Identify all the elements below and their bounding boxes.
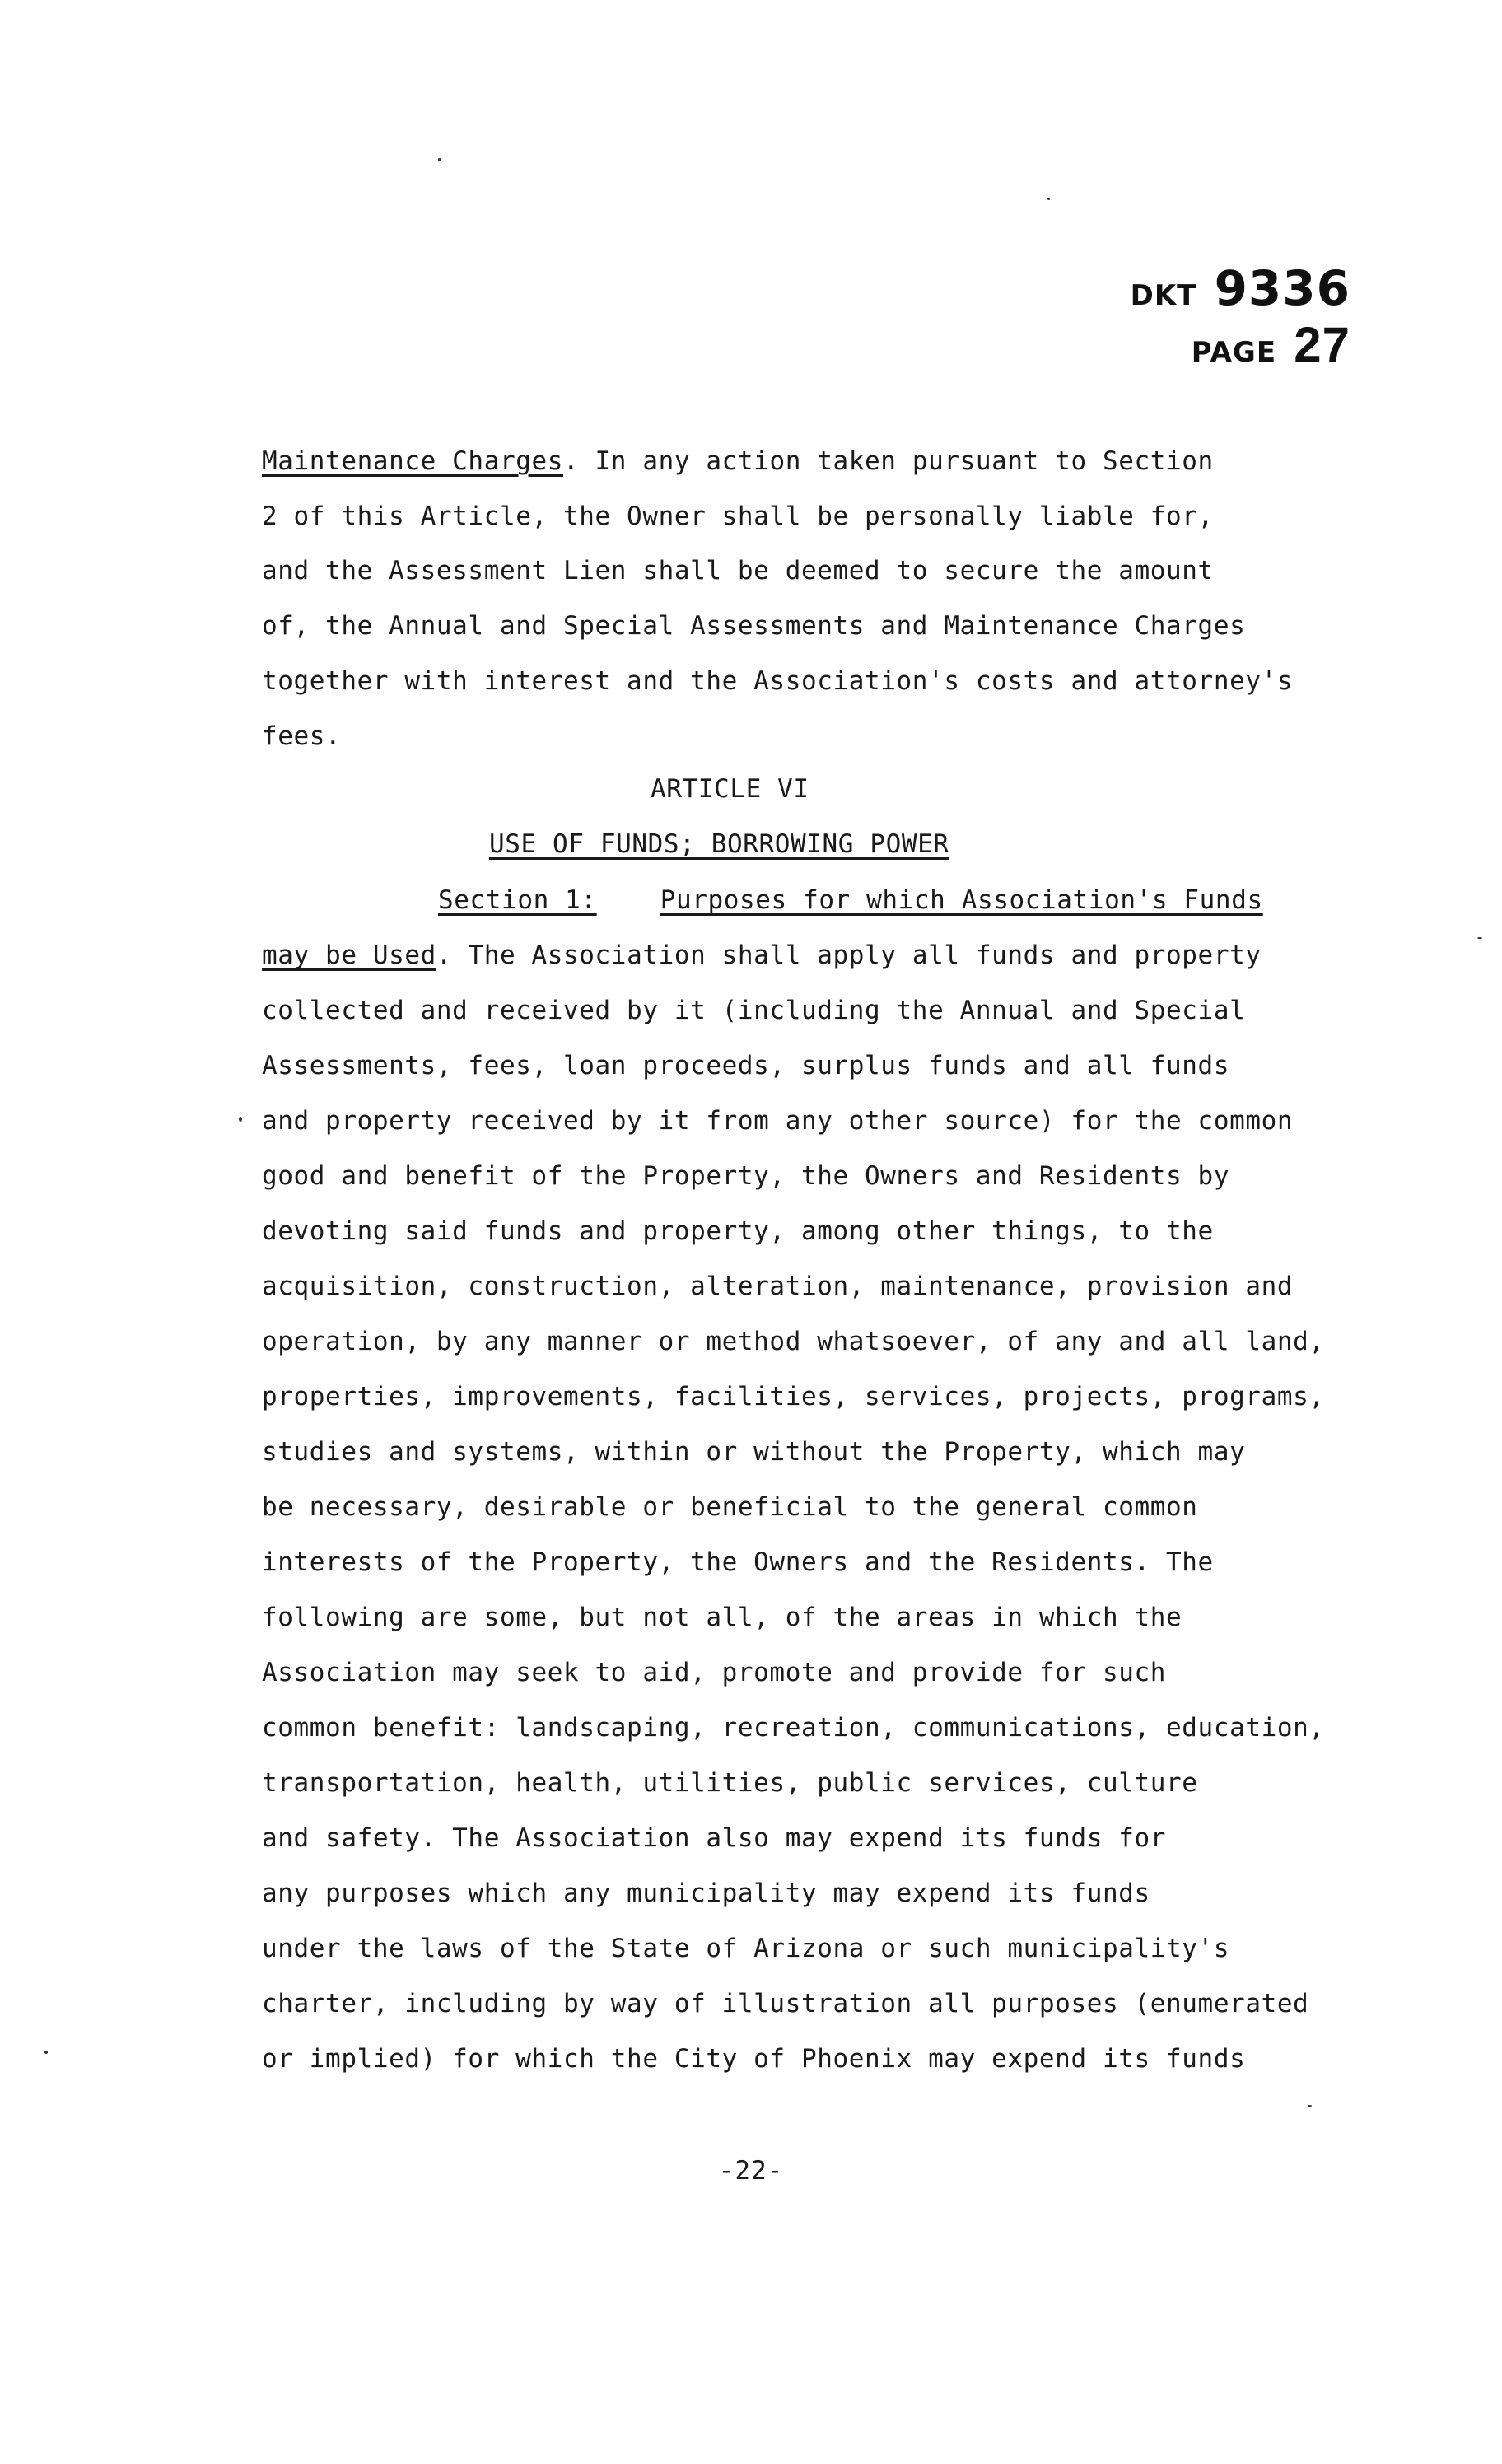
- section-title-continued: may be Used: [262, 940, 436, 970]
- docket-stamp: [1054, 260, 1350, 373]
- text-line: and property received by it from any other source) for the common: [262, 1106, 1294, 1136]
- text-line: under the laws of the State of Arizona or such municipality's: [262, 1934, 1230, 1963]
- text-line: collected and received by it (including the Annual and Special: [262, 996, 1246, 1025]
- text-line: charter, including by way of illustration all purposes (enumerated: [262, 1989, 1309, 2018]
- text-line: and the Assessment Lien shall be deemed to secure the amount: [262, 556, 1214, 586]
- text-line: interests of the Property, the Owners and the Residents. The: [262, 1547, 1214, 1577]
- text-line: [262, 445, 1214, 478]
- section-label: Section 1:: [438, 885, 597, 915]
- text-line: fees.: [262, 721, 342, 751]
- text-line: and safety. The Association also may expend its funds for: [262, 1823, 1167, 1853]
- scan-speck: [438, 158, 441, 161]
- text-line: together with interest and the Association's costs and attorney's: [262, 666, 1294, 696]
- text-line: [262, 939, 1262, 972]
- text-line: be necessary, desirable or beneficial to the general common: [262, 1492, 1198, 1522]
- section-title: Purposes for which Association's Funds: [660, 885, 1263, 915]
- scan-speck: [239, 1117, 242, 1122]
- text-line: good and benefit of the Property, the Owners and Residents by: [262, 1161, 1230, 1191]
- text-line: properties, improvements, facilities, services, projects, programs,: [262, 1382, 1325, 1412]
- docket-number: 9336: [1214, 260, 1350, 316]
- scan-speck: [1047, 198, 1050, 200]
- docket-page-number: 27: [1294, 317, 1350, 372]
- text-line: 2 of this Article, the Owner shall be personally liable for,: [262, 502, 1214, 531]
- docket-label: DKT: [1130, 279, 1197, 312]
- text-line: Assessments, fees, loan proceeds, surplus funds and all funds: [262, 1051, 1230, 1080]
- text-line: studies and systems, within or without the Property, which may: [262, 1437, 1246, 1467]
- scan-speck: [1308, 2105, 1312, 2107]
- text-line: of, the Annual and Special Assessments and Maintenance Charges: [262, 611, 1246, 641]
- text-line: any purposes which any municipality may expend its funds: [262, 1878, 1150, 1908]
- article-heading: ARTICLE VI: [651, 774, 809, 804]
- text-line: devoting said funds and property, among other things, to the: [262, 1216, 1214, 1246]
- scan-speck: [44, 2051, 48, 2054]
- text-line: operation, by any manner or method whatsoever, of any and all land,: [262, 1327, 1325, 1356]
- text-line: or implied) for which the City of Phoenix may expend its funds: [262, 2044, 1246, 2074]
- text-line: common benefit: landscaping, recreation, communications, education,: [262, 1713, 1325, 1743]
- text-segment: . The Association shall apply all funds and property: [436, 940, 1262, 970]
- page-number: -22-: [718, 2156, 784, 2186]
- docket-page-label: PAGE: [1191, 336, 1277, 369]
- underlined-term: Maintenance Charges: [262, 446, 564, 476]
- scan-speck: [1477, 937, 1482, 939]
- text-line: acquisition, construction, alteration, maintenance, provision and: [262, 1272, 1294, 1301]
- text-line: Association may seek to aid, promote and provide for such: [262, 1658, 1167, 1687]
- section-heading-line: [438, 884, 1263, 917]
- text-segment: . In any action taken pursuant to Section: [563, 446, 1214, 476]
- text-line: transportation, health, utilities, public services, culture: [262, 1768, 1198, 1798]
- text-line: following are some, but not all, of the areas in which the: [262, 1603, 1182, 1632]
- article-title: USE OF FUNDS; BORROWING POWER: [489, 829, 949, 859]
